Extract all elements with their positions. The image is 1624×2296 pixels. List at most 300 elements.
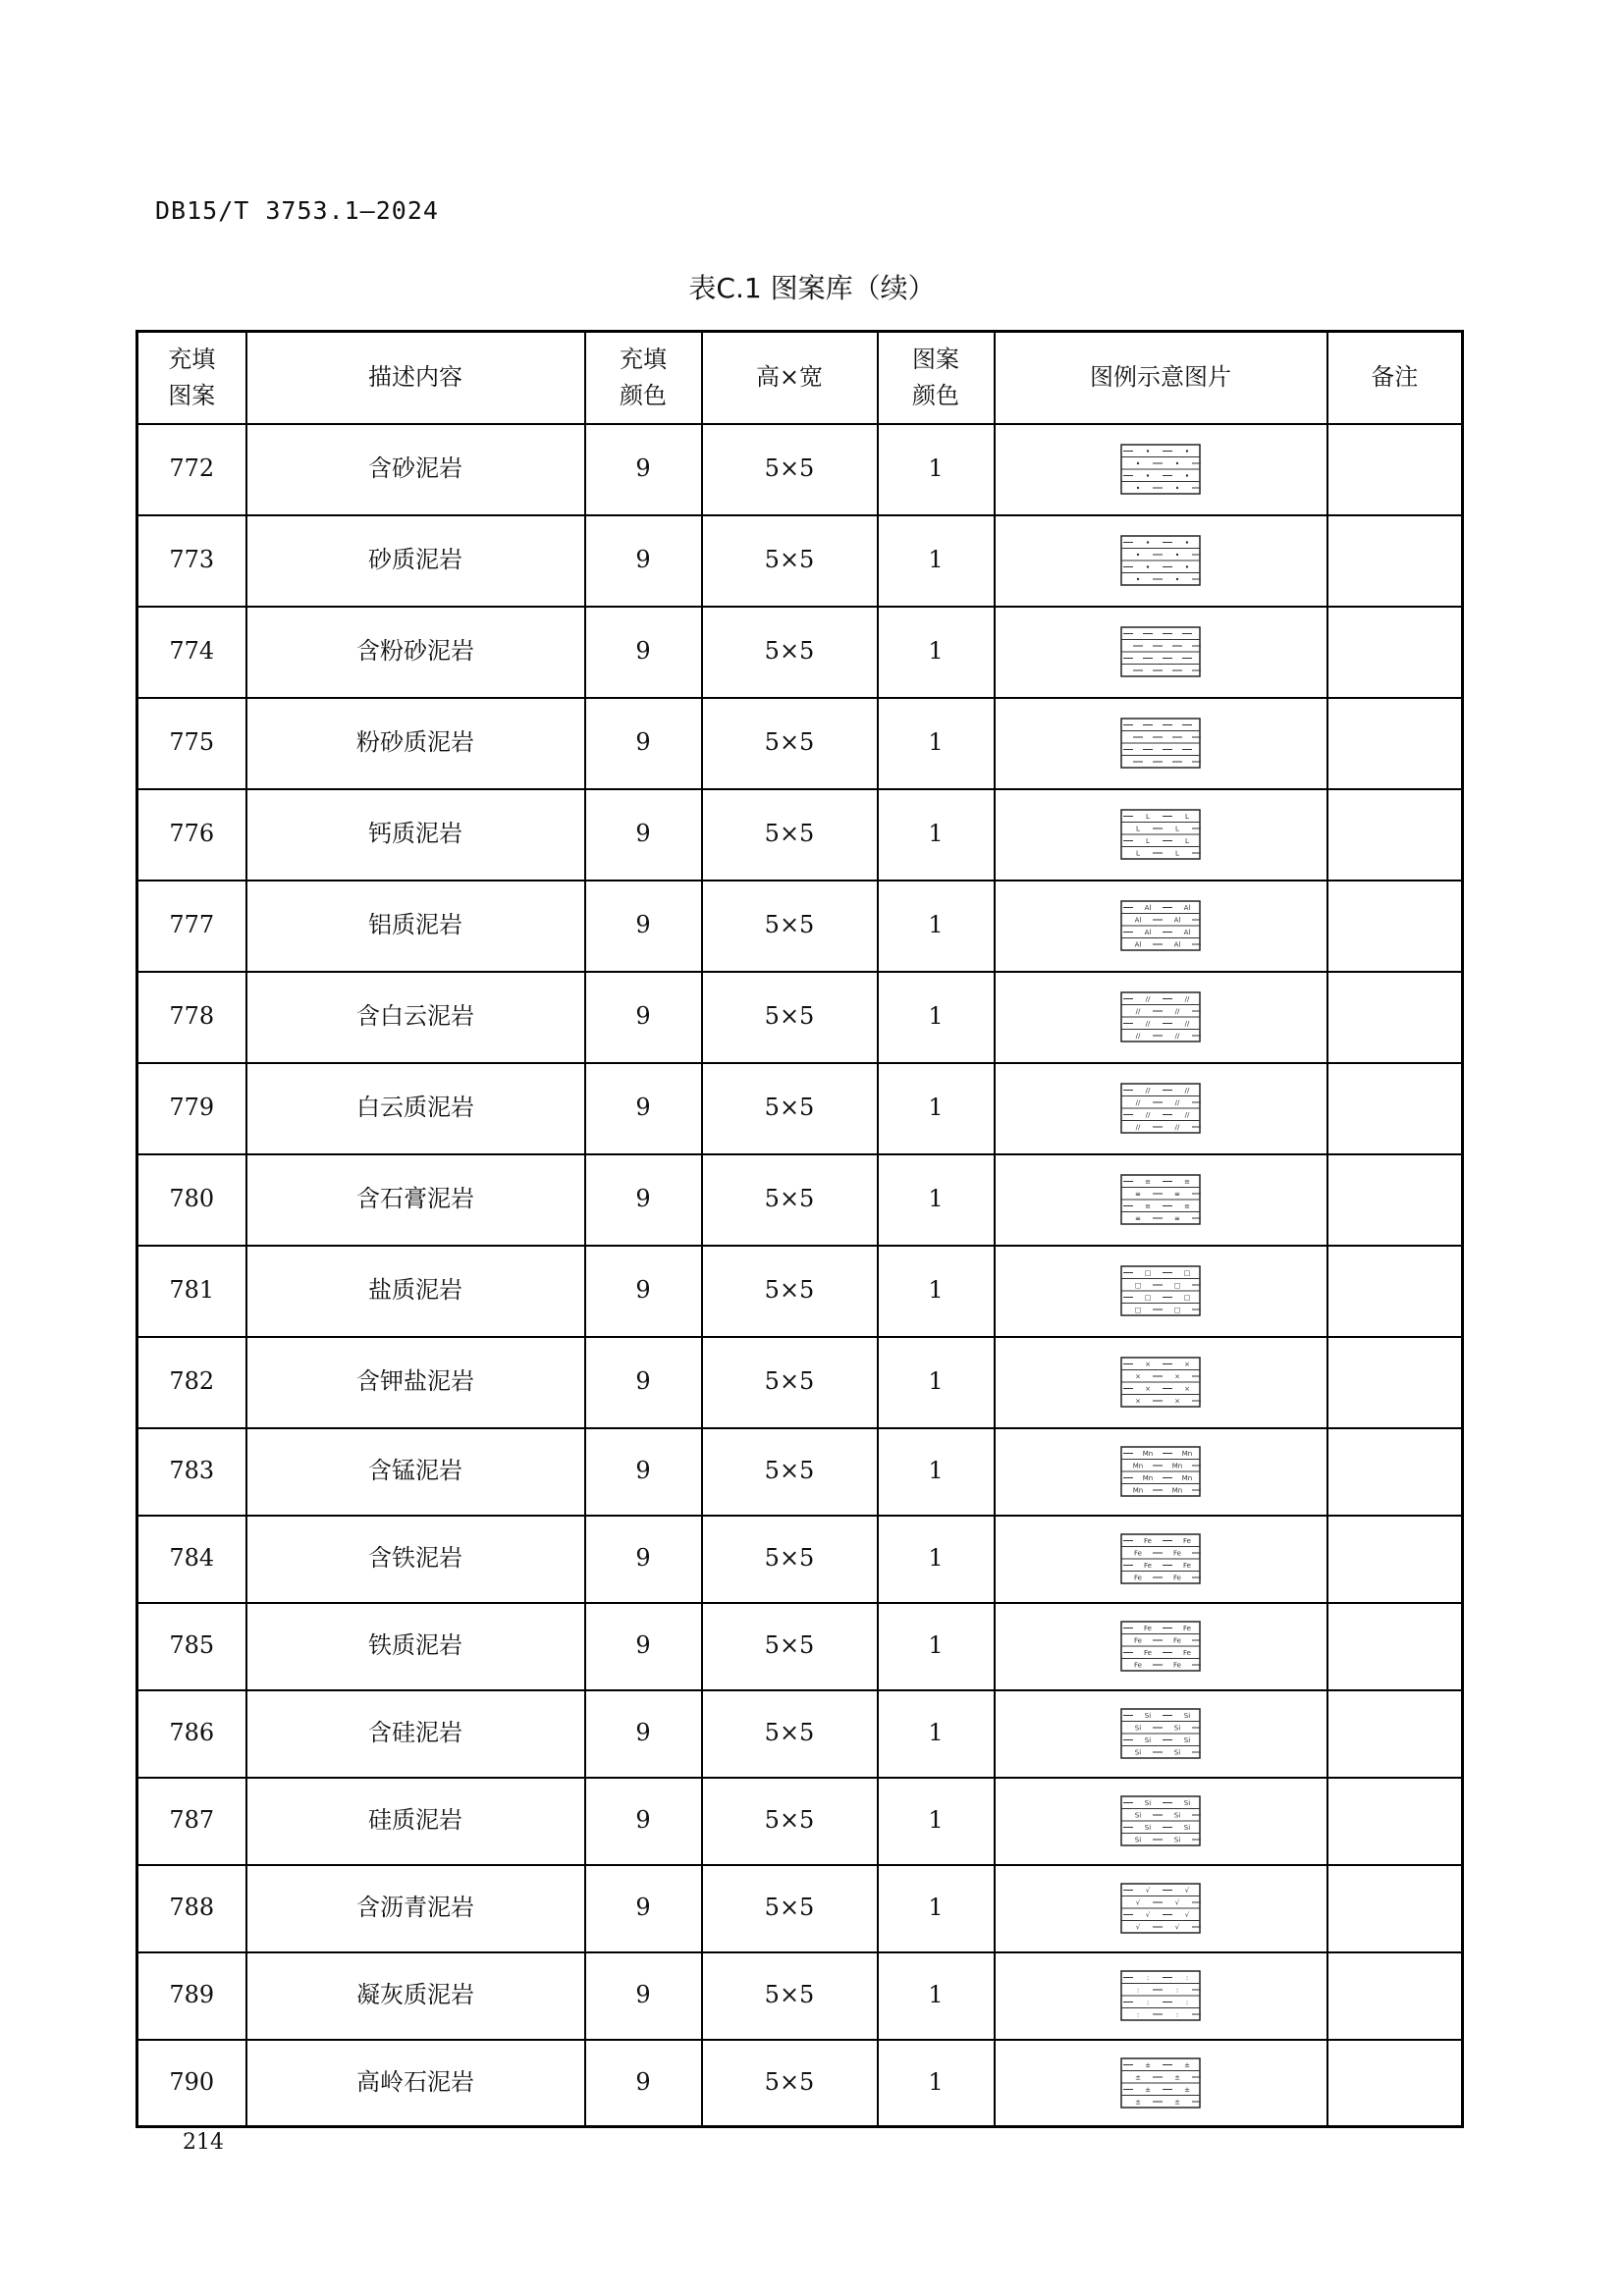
table-row: [137, 1952, 1463, 2040]
cell-fill-color: 9: [585, 1428, 702, 1516]
svg-text:√: √: [1184, 1911, 1190, 1919]
svg-text:□: □: [1144, 1294, 1152, 1302]
svg-text:Fe: Fe: [1144, 1537, 1152, 1545]
svg-text:L: L: [1175, 849, 1179, 858]
cell-size: 5×5: [702, 607, 878, 698]
table-row: [137, 1063, 1463, 1154]
svg-text:≡: ≡: [1145, 1178, 1151, 1186]
table-row: [137, 698, 1463, 789]
cell-legend-image: [995, 881, 1327, 972]
svg-text://: //: [1174, 1098, 1180, 1107]
legend-pattern-swatch: [1120, 1357, 1201, 1408]
legend-pattern-swatch: [1120, 1621, 1201, 1672]
cell-pattern-color: 1: [878, 424, 995, 515]
cell-remarks: [1327, 789, 1463, 881]
svg-text:Si: Si: [1144, 1712, 1152, 1720]
svg-text:√: √: [1145, 1887, 1151, 1895]
legend-pattern-swatch: [1120, 1883, 1201, 1934]
cell-remarks: [1327, 972, 1463, 1063]
svg-text:Si: Si: [1183, 1824, 1191, 1832]
legend-pattern-swatch: [1120, 1174, 1201, 1225]
cell-size: 5×5: [702, 1865, 878, 1952]
svg-text:Fe: Fe: [1144, 1562, 1152, 1570]
cell-legend-image: [995, 1428, 1327, 1516]
cell-remarks: [1327, 515, 1463, 607]
cell-fill-color: 9: [585, 1603, 702, 1690]
svg-text://: //: [1174, 1032, 1180, 1041]
cell-fill-color: 9: [585, 1063, 702, 1154]
cell-pattern-color: 1: [878, 789, 995, 881]
svg-text:×: ×: [1145, 1385, 1151, 1393]
svg-text:Fe: Fe: [1144, 1649, 1152, 1657]
svg-text://: //: [1184, 1087, 1190, 1095]
svg-text:Si: Si: [1134, 1748, 1142, 1757]
svg-text:□: □: [1183, 1269, 1191, 1277]
svg-text:L: L: [1136, 849, 1140, 858]
svg-text::: :: [1185, 1974, 1189, 1982]
cell-remarks: [1327, 424, 1463, 515]
cell-remarks: [1327, 607, 1463, 698]
table-row: [137, 607, 1463, 698]
cell-pattern-id: 781: [137, 1246, 246, 1337]
svg-text:Al: Al: [1134, 916, 1142, 925]
cell-remarks: [1327, 1865, 1463, 1952]
svg-text:±: ±: [1135, 2073, 1141, 2082]
svg-text:Mn: Mn: [1142, 1474, 1154, 1482]
cell-fill-color: 9: [585, 1337, 702, 1428]
svg-text:Si: Si: [1183, 1799, 1191, 1807]
svg-text:≡: ≡: [1174, 1190, 1180, 1199]
svg-text:±: ±: [1184, 2060, 1190, 2069]
cell-size: 5×5: [702, 2040, 878, 2127]
cell-size: 5×5: [702, 1952, 878, 2040]
cell-size: 5×5: [702, 1778, 878, 1865]
cell-fill-color: 9: [585, 1865, 702, 1952]
svg-text:√: √: [1174, 1898, 1180, 1907]
cell-remarks: [1327, 1690, 1463, 1778]
legend-pattern-swatch: [1120, 1795, 1201, 1846]
cell-pattern-id: 774: [137, 607, 246, 698]
col-header-pattern-color: 图案 颜色: [878, 332, 995, 424]
cell-size: 5×5: [702, 424, 878, 515]
svg-text:Fe: Fe: [1173, 1661, 1181, 1670]
cell-fill-color: 9: [585, 789, 702, 881]
svg-text:Mn: Mn: [1171, 1462, 1183, 1470]
cell-remarks: [1327, 1337, 1463, 1428]
svg-text:L: L: [1185, 813, 1189, 821]
col-header-fill-pattern: 充填 图案: [137, 332, 246, 424]
legend-pattern-swatch: [1120, 1970, 1201, 2021]
cell-pattern-color: 1: [878, 698, 995, 789]
cell-fill-color: 9: [585, 607, 702, 698]
cell-pattern-id: 778: [137, 972, 246, 1063]
cell-pattern-id: 779: [137, 1063, 246, 1154]
svg-text:Al: Al: [1173, 940, 1181, 949]
cell-remarks: [1327, 1778, 1463, 1865]
svg-text:□: □: [1173, 1306, 1181, 1314]
cell-pattern-id: 780: [137, 1154, 246, 1246]
cell-pattern-id: 776: [137, 789, 246, 881]
svg-text:±: ±: [1145, 2085, 1151, 2094]
legend-pattern-swatch: [1120, 444, 1201, 495]
svg-text:Al: Al: [1173, 916, 1181, 925]
svg-text:×: ×: [1135, 1397, 1141, 1406]
cell-legend-image: [995, 789, 1327, 881]
table-row: [137, 2040, 1463, 2127]
cell-description: 凝灰质泥岩: [246, 1952, 585, 2040]
svg-text:Fe: Fe: [1134, 1549, 1142, 1558]
table-row: [137, 972, 1463, 1063]
svg-text:Si: Si: [1134, 1724, 1142, 1733]
svg-text://: //: [1145, 1020, 1151, 1028]
svg-text://: //: [1135, 1032, 1141, 1041]
cell-size: 5×5: [702, 698, 878, 789]
legend-pattern-swatch: [1120, 1083, 1201, 1134]
cell-pattern-id: 787: [137, 1778, 246, 1865]
svg-text:L: L: [1146, 813, 1150, 821]
cell-description: 盐质泥岩: [246, 1246, 585, 1337]
cell-pattern-color: 1: [878, 515, 995, 607]
cell-legend-image: [995, 972, 1327, 1063]
cell-description: 含砂泥岩: [246, 424, 585, 515]
svg-text:Si: Si: [1173, 1748, 1181, 1757]
cell-legend-image: [995, 1778, 1327, 1865]
svg-text://: //: [1135, 1123, 1141, 1132]
pattern-library-table: [135, 330, 1464, 2128]
svg-text://: //: [1174, 1007, 1180, 1016]
svg-text:□: □: [1134, 1281, 1142, 1290]
cell-size: 5×5: [702, 1337, 878, 1428]
svg-text:Fe: Fe: [1144, 1625, 1152, 1632]
svg-text://: //: [1145, 1111, 1151, 1119]
cell-legend-image: [995, 1690, 1327, 1778]
cell-size: 5×5: [702, 972, 878, 1063]
col-header-fill-color: 充填 颜色: [585, 332, 702, 424]
cell-description: 含硅泥岩: [246, 1690, 585, 1778]
cell-legend-image: [995, 2040, 1327, 2127]
cell-pattern-id: 788: [137, 1865, 246, 1952]
legend-pattern-swatch: [1120, 1533, 1201, 1584]
cell-legend-image: [995, 1603, 1327, 1690]
svg-text:±: ±: [1184, 2085, 1190, 2094]
page-number: 214: [183, 2130, 224, 2155]
table-row: [137, 1690, 1463, 1778]
cell-legend-image: [995, 424, 1327, 515]
svg-text://: //: [1145, 1087, 1151, 1095]
svg-text:±: ±: [1174, 2073, 1180, 2082]
cell-pattern-color: 1: [878, 881, 995, 972]
cell-fill-color: 9: [585, 2040, 702, 2127]
cell-legend-image: [995, 698, 1327, 789]
cell-fill-color: 9: [585, 515, 702, 607]
svg-text:□: □: [1173, 1281, 1181, 1290]
svg-text:Si: Si: [1134, 1811, 1142, 1820]
cell-pattern-id: 777: [137, 881, 246, 972]
svg-text:L: L: [1136, 825, 1140, 833]
cell-pattern-id: 786: [137, 1690, 246, 1778]
svg-text:×: ×: [1135, 1372, 1141, 1381]
svg-text:×: ×: [1174, 1372, 1180, 1381]
cell-remarks: [1327, 1952, 1463, 2040]
cell-pattern-id: 782: [137, 1337, 246, 1428]
cell-description: 钙质泥岩: [246, 789, 585, 881]
cell-fill-color: 9: [585, 1690, 702, 1778]
cell-pattern-color: 1: [878, 1516, 995, 1603]
svg-text:Fe: Fe: [1173, 1636, 1181, 1645]
cell-description: 含白云泥岩: [246, 972, 585, 1063]
cell-legend-image: [995, 515, 1327, 607]
svg-text::: :: [1136, 1986, 1140, 1995]
cell-pattern-color: 1: [878, 1428, 995, 1516]
svg-text:≡: ≡: [1184, 1202, 1190, 1210]
cell-fill-color: 9: [585, 972, 702, 1063]
svg-text:Fe: Fe: [1183, 1562, 1191, 1570]
cell-legend-image: [995, 1246, 1327, 1337]
svg-text://: //: [1174, 1123, 1180, 1132]
svg-text:Si: Si: [1173, 1724, 1181, 1733]
table-row: [137, 1337, 1463, 1428]
svg-text:Fe: Fe: [1134, 1574, 1142, 1582]
svg-text:√: √: [1145, 1911, 1151, 1919]
svg-text:×: ×: [1184, 1385, 1190, 1393]
col-header-remarks: 备注: [1327, 332, 1463, 424]
svg-text://: //: [1184, 1020, 1190, 1028]
cell-pattern-id: 772: [137, 424, 246, 515]
table-row: [137, 1778, 1463, 1865]
table-row: [137, 1516, 1463, 1603]
cell-size: 5×5: [702, 1246, 878, 1337]
svg-text:Si: Si: [1173, 1811, 1181, 1820]
cell-size: 5×5: [702, 1516, 878, 1603]
legend-pattern-swatch: [1120, 1265, 1201, 1316]
svg-text:×: ×: [1145, 1361, 1151, 1368]
cell-description: 含钾盐泥岩: [246, 1337, 585, 1428]
cell-pattern-color: 1: [878, 1690, 995, 1778]
cell-description: 高岭石泥岩: [246, 2040, 585, 2127]
cell-description: 砂质泥岩: [246, 515, 585, 607]
cell-pattern-id: 784: [137, 1516, 246, 1603]
svg-text:±: ±: [1174, 2098, 1180, 2107]
svg-text://: //: [1135, 1098, 1141, 1107]
table-row: [137, 424, 1463, 515]
legend-pattern-swatch: [1120, 718, 1201, 769]
cell-description: 含锰泥岩: [246, 1428, 585, 1516]
svg-text::: :: [1175, 2010, 1179, 2019]
legend-pattern-swatch: [1120, 1446, 1201, 1497]
header-row: [137, 332, 1463, 424]
svg-text:Mn: Mn: [1142, 1450, 1154, 1458]
svg-text:×: ×: [1184, 1361, 1190, 1368]
cell-legend-image: [995, 1865, 1327, 1952]
svg-text:L: L: [1175, 825, 1179, 833]
cell-legend-image: [995, 1516, 1327, 1603]
svg-text://: //: [1135, 1007, 1141, 1016]
svg-text:Fe: Fe: [1134, 1661, 1142, 1670]
svg-text:Si: Si: [1144, 1799, 1152, 1807]
cell-size: 5×5: [702, 1603, 878, 1690]
col-header-description: 描述内容: [246, 332, 585, 424]
cell-pattern-color: 1: [878, 972, 995, 1063]
svg-text:Mn: Mn: [1181, 1474, 1193, 1482]
legend-pattern-swatch: [1120, 535, 1201, 586]
svg-text://: //: [1184, 1111, 1190, 1119]
cell-legend-image: [995, 607, 1327, 698]
cell-description: 铝质泥岩: [246, 881, 585, 972]
svg-text:≡: ≡: [1184, 1178, 1190, 1186]
svg-text:≡: ≡: [1145, 1202, 1151, 1210]
svg-text::: :: [1175, 1986, 1179, 1995]
legend-pattern-swatch: [1120, 626, 1201, 677]
cell-remarks: [1327, 881, 1463, 972]
svg-text:Al: Al: [1144, 929, 1152, 936]
table-row: [137, 789, 1463, 881]
cell-description: 粉砂质泥岩: [246, 698, 585, 789]
svg-text:√: √: [1135, 1923, 1141, 1932]
table-row: [137, 1865, 1463, 1952]
cell-description: 含铁泥岩: [246, 1516, 585, 1603]
svg-text:Al: Al: [1134, 940, 1142, 949]
svg-text:Si: Si: [1144, 1824, 1152, 1832]
table-row: [137, 1154, 1463, 1246]
document-code: DB15/T 3753.1—2024: [155, 196, 439, 225]
cell-fill-color: 9: [585, 881, 702, 972]
table-row: [137, 515, 1463, 607]
cell-fill-color: 9: [585, 698, 702, 789]
svg-text:Fe: Fe: [1173, 1549, 1181, 1558]
svg-text:Si: Si: [1134, 1836, 1142, 1844]
svg-text:□: □: [1134, 1306, 1142, 1314]
cell-legend-image: [995, 1952, 1327, 2040]
table-row: [137, 1428, 1463, 1516]
svg-text:Fe: Fe: [1134, 1636, 1142, 1645]
cell-fill-color: 9: [585, 424, 702, 515]
svg-text:Al: Al: [1183, 904, 1191, 912]
cell-remarks: [1327, 1603, 1463, 1690]
svg-text:±: ±: [1135, 2098, 1141, 2107]
cell-description: 含沥青泥岩: [246, 1865, 585, 1952]
legend-pattern-swatch: [1120, 991, 1201, 1042]
svg-text://: //: [1184, 995, 1190, 1003]
cell-pattern-color: 1: [878, 2040, 995, 2127]
svg-text:√: √: [1135, 1898, 1141, 1907]
svg-text:Fe: Fe: [1183, 1649, 1191, 1657]
svg-text:Si: Si: [1173, 1836, 1181, 1844]
svg-text:L: L: [1185, 837, 1189, 845]
svg-text:Mn: Mn: [1171, 1486, 1183, 1495]
cell-size: 5×5: [702, 515, 878, 607]
svg-text:Mn: Mn: [1132, 1486, 1144, 1495]
svg-text::: :: [1146, 1974, 1150, 1982]
cell-remarks: [1327, 698, 1463, 789]
col-header-legend-image: 图例示意图片: [995, 332, 1327, 424]
cell-description: 硅质泥岩: [246, 1778, 585, 1865]
cell-pattern-color: 1: [878, 1246, 995, 1337]
cell-pattern-color: 1: [878, 1154, 995, 1246]
svg-text:Si: Si: [1183, 1736, 1191, 1744]
svg-text://: //: [1145, 995, 1151, 1003]
legend-pattern-swatch: [1120, 2057, 1201, 2109]
legend-pattern-swatch: [1120, 809, 1201, 860]
cell-size: 5×5: [702, 1063, 878, 1154]
cell-fill-color: 9: [585, 1516, 702, 1603]
svg-text:Mn: Mn: [1132, 1462, 1144, 1470]
svg-text:√: √: [1184, 1887, 1190, 1895]
cell-fill-color: 9: [585, 1952, 702, 2040]
svg-text:Fe: Fe: [1173, 1574, 1181, 1582]
cell-fill-color: 9: [585, 1778, 702, 1865]
cell-pattern-color: 1: [878, 1063, 995, 1154]
cell-remarks: [1327, 1428, 1463, 1516]
svg-text::: :: [1185, 1999, 1189, 2006]
svg-text:Al: Al: [1183, 929, 1191, 936]
svg-text:±: ±: [1145, 2060, 1151, 2069]
table-title: 表C.1 图案库（续）: [688, 272, 936, 304]
cell-size: 5×5: [702, 881, 878, 972]
legend-pattern-swatch: [1120, 1708, 1201, 1759]
col-header-size: 高×宽: [702, 332, 878, 424]
cell-description: 白云质泥岩: [246, 1063, 585, 1154]
svg-text:≡: ≡: [1174, 1214, 1180, 1223]
cell-pattern-id: 775: [137, 698, 246, 789]
cell-legend-image: [995, 1154, 1327, 1246]
cell-description: 铁质泥岩: [246, 1603, 585, 1690]
cell-pattern-color: 1: [878, 1865, 995, 1952]
cell-remarks: [1327, 1154, 1463, 1246]
cell-pattern-id: 773: [137, 515, 246, 607]
cell-pattern-color: 1: [878, 607, 995, 698]
cell-pattern-color: 1: [878, 1337, 995, 1428]
svg-text:Si: Si: [1183, 1712, 1191, 1720]
svg-text:Al: Al: [1144, 904, 1152, 912]
cell-remarks: [1327, 1516, 1463, 1603]
legend-pattern-swatch: [1120, 900, 1201, 951]
svg-text::: :: [1136, 2010, 1140, 2019]
table-row: [137, 1246, 1463, 1337]
cell-remarks: [1327, 2040, 1463, 2127]
svg-text:Si: Si: [1144, 1736, 1152, 1744]
table-row: [137, 1603, 1463, 1690]
svg-text:Fe: Fe: [1183, 1537, 1191, 1545]
svg-text:≡: ≡: [1135, 1190, 1141, 1199]
svg-text:L: L: [1146, 837, 1150, 845]
cell-remarks: [1327, 1246, 1463, 1337]
svg-text:≡: ≡: [1135, 1214, 1141, 1223]
svg-text:□: □: [1183, 1294, 1191, 1302]
cell-description: 含粉砂泥岩: [246, 607, 585, 698]
svg-text:Fe: Fe: [1183, 1625, 1191, 1632]
cell-size: 5×5: [702, 789, 878, 881]
svg-text:□: □: [1144, 1269, 1152, 1277]
cell-pattern-color: 1: [878, 1952, 995, 2040]
cell-size: 5×5: [702, 1428, 878, 1516]
cell-pattern-id: 789: [137, 1952, 246, 2040]
cell-fill-color: 9: [585, 1246, 702, 1337]
cell-remarks: [1327, 1063, 1463, 1154]
cell-pattern-id: 783: [137, 1428, 246, 1516]
svg-text:√: √: [1174, 1923, 1180, 1932]
cell-size: 5×5: [702, 1154, 878, 1246]
cell-legend-image: [995, 1337, 1327, 1428]
cell-description: 含石膏泥岩: [246, 1154, 585, 1246]
svg-text:×: ×: [1174, 1397, 1180, 1406]
table-row: [137, 881, 1463, 972]
cell-legend-image: [995, 1063, 1327, 1154]
svg-text:Mn: Mn: [1181, 1450, 1193, 1458]
cell-pattern-id: 785: [137, 1603, 246, 1690]
cell-pattern-id: 790: [137, 2040, 246, 2127]
cell-size: 5×5: [702, 1690, 878, 1778]
cell-pattern-color: 1: [878, 1603, 995, 1690]
